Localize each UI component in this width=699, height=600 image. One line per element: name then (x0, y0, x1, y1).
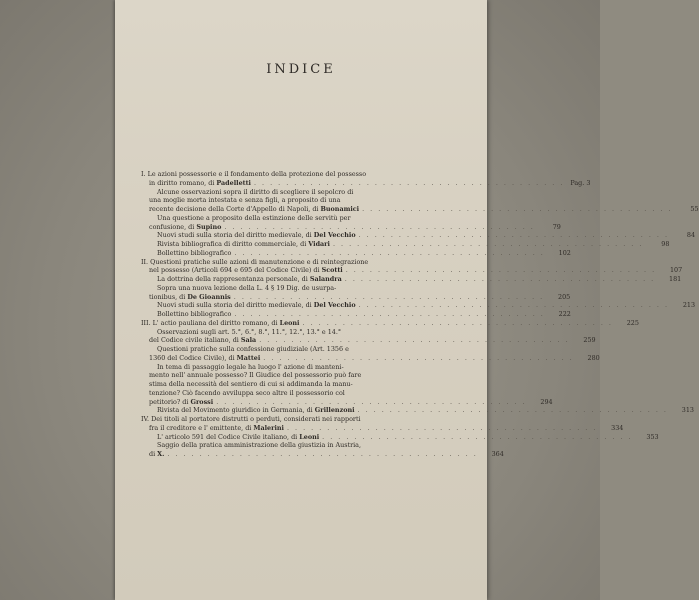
dot-leader: . . . . . . . . . . . . . . . . . . . . . . . . . . . . . . . . . . . . . . . (357, 406, 668, 415)
toc-entry-title: confusione, di (149, 222, 197, 231)
toc-entry-title: Questioni pratiche sulla confessione giudiziale (Art. 1356 e (157, 345, 349, 353)
toc-entry-title: Una questione a proposito della estinzione delle servitù per (157, 213, 351, 222)
toc-entry-author: Leoni (279, 318, 300, 327)
toc-entry (141, 415, 463, 424)
toc-entry-title: Dei titoli al portatore distrutti o perduti, considerati nei rapporti (151, 415, 361, 423)
toc-entry-text (149, 179, 251, 188)
page-number: 107 (669, 266, 683, 275)
table-of-contents (141, 170, 699, 459)
page-number: 294 (540, 397, 553, 406)
page-number: 213 (682, 301, 696, 310)
dot-leader: . . . . . . . . . . . . . . . . . . . . . . . . . . . . . . . . . . . . . . . (358, 301, 670, 310)
toc-entry-text (157, 433, 319, 442)
toc-entry-text (157, 363, 344, 372)
page-number: 353 (646, 432, 659, 441)
toc-entry-number: II. (141, 257, 151, 266)
page-number: 222 (558, 310, 571, 318)
dot-leader: . . . . . . . . . . . . . . . . . . . . . . . . . . . . . . . . . . . . . . . (259, 336, 570, 345)
toc-entry-author: Buonamici (320, 205, 360, 213)
toc-entry-title: recente decisione della Corte d'Appello di Napoli, di (149, 205, 321, 213)
book-page (115, 0, 699, 600)
toc-entry-text (157, 249, 231, 258)
toc-entry-author: Malerini (253, 423, 284, 432)
toc-entry (141, 380, 463, 389)
page-number: 84 (686, 231, 696, 240)
toc-entry-title: La dottrina della rappresentanza personale, di (157, 275, 310, 283)
toc-entry (141, 258, 463, 267)
toc-entry-author: X. (157, 450, 165, 458)
toc-entry-author: Del Vecchio (313, 231, 356, 240)
toc-entry (141, 222, 561, 232)
toc-entry-title: Sopra una nuova lezione della L. 4 § 19 Dig. de usurpa- (157, 283, 337, 292)
toc-entry (141, 345, 463, 354)
toc-entry (141, 310, 571, 319)
toc-entry-title: di (149, 450, 158, 458)
toc-entry (141, 205, 699, 214)
toc-entry-author: Leoni (299, 432, 320, 441)
toc-entry-text (157, 301, 356, 310)
dot-leader: . . . . . . . . . . . . . . . . . . . . . . . . . . . . . . . . . . . . . . . (253, 178, 565, 187)
page-number: 334 (611, 423, 624, 432)
toc-entry-number: I. (141, 170, 148, 178)
toc-entry-author: Sala (240, 336, 257, 345)
toc-entry-text (141, 258, 368, 267)
dot-leader: . . . . . . . . . . . . . . . . . . . . . . . . . . . . . . . . . . . . . . . (358, 231, 670, 240)
toc-entry-title: Nuovi studi sulla storia del diritto medievale, di (157, 301, 314, 310)
dot-leader: . . . . . . . . . . . . . . . . . . . . . . . . . . . . . . . . . . . . . . . (234, 248, 545, 257)
toc-entry (141, 188, 463, 197)
toc-entry (141, 450, 504, 459)
toc-entry-number: III. (141, 318, 153, 327)
toc-entry-title: In tema di passaggio legale ha luogo l' azione di manteni- (157, 362, 344, 371)
page-number: 364 (491, 450, 504, 458)
toc-entry-title: Bollettino bibliografico (157, 310, 232, 318)
toc-entry-text (149, 389, 345, 398)
page-number: 225 (626, 318, 639, 327)
toc-entry-text (157, 231, 356, 240)
page-number: 181 (669, 275, 682, 283)
toc-entry-author: Scotti (321, 266, 343, 275)
toc-entry-text (157, 441, 361, 450)
toc-entry-title: L' articolo 591 del Codice Civile italiano, di (157, 432, 300, 441)
toc-entry-author: De Gioannis (187, 292, 231, 301)
toc-entry-text (149, 380, 353, 389)
toc-entry-author: Vidari (308, 240, 330, 248)
toc-entry-text (149, 354, 260, 363)
toc-entry-title: Bollettino bibliografico (157, 248, 232, 257)
page-number: 280 (587, 353, 600, 362)
toc-entry (141, 284, 463, 293)
page-number: 79 (552, 222, 561, 231)
toc-entry-author: Del Vecchio (313, 301, 356, 310)
toc-entry (141, 170, 463, 179)
toc-entry-text (149, 398, 213, 407)
toc-entry (141, 214, 463, 223)
toc-entry-author: Supino (196, 222, 222, 231)
page-number: 102 (558, 248, 571, 257)
toc-entry-title: Rivista del Movimento giuridico in Germania, di (157, 406, 315, 415)
dot-leader: . . . . . . . . . . . . . . . . . . . . . . . . . . . . . . . . . . . . . . . (362, 205, 673, 213)
toc-entry (141, 231, 696, 240)
toc-entry-title: fra il creditore e l' emittente, di (149, 423, 254, 432)
toc-entry-text (149, 336, 256, 345)
toc-entry-title: Nuovi studi sulla storia del diritto medievale, di (157, 231, 314, 240)
toc-entry-title: tenzione? Ciò facendo avviluppa seco altre il possessorio col (149, 388, 345, 397)
toc-entry-title: del Codice civile italiano, di (149, 336, 241, 345)
toc-entry-title: tionibus, di (149, 292, 188, 301)
dot-leader: . . . . . . . . . . . . . . . . . . . . . . . . . . . . . . . . . . . . . . . (332, 240, 644, 248)
toc-entry-author: Salandra (309, 275, 342, 283)
toc-entry-title: Saggio della pratica amministrazione della giustizia in Austria, (157, 441, 362, 450)
page-number: 259 (583, 336, 596, 345)
toc-entry-text (157, 214, 351, 223)
dot-leader: . . . . . . . . . . . . . . . . . . . . . . . . . . . . . . . . . . . . . . . (167, 450, 478, 458)
toc-entry-title: Questioni pratiche sulle azioni di manutenzione e di reintegrazione (150, 257, 369, 266)
toc-entry-text (149, 450, 164, 459)
toc-entry (141, 178, 591, 188)
toc-entry (141, 318, 639, 328)
toc-entry-title: L' actio pauliana del diritto romano, di (152, 318, 280, 327)
dot-leader: . . . . . . . . . . . . . . . . . . . . . . . . . . . . . . . . . . . . . . . (286, 423, 598, 432)
page-number: Pag. 3 (570, 178, 591, 187)
toc-entry-text (149, 266, 343, 275)
page-number: 205 (558, 292, 571, 301)
toc-entry-author: Grillenzoni (314, 406, 355, 415)
toc-entry-text (157, 284, 336, 293)
toc-entry (141, 432, 659, 442)
page-number: 313 (681, 406, 694, 415)
toc-entry-text (149, 205, 359, 214)
toc-entry-author: Grossi (190, 397, 214, 406)
toc-entry-title: Le azioni possessorie e il fondamento della protezione del possesso (147, 170, 367, 178)
toc-entry (141, 441, 463, 450)
toc-entry-text (149, 371, 361, 380)
dot-leader: . . . . . . . . . . . . . . . . . . . . . . . . . . . . . . . . . . . . . . . (344, 275, 656, 283)
dot-leader: . . . . . . . . . . . . . . . . . . . . . . . . . . . . . . . . . . . . . . . (345, 266, 657, 275)
toc-entry (141, 196, 463, 205)
toc-entry-text (157, 188, 353, 197)
toc-entry-text (149, 293, 231, 302)
toc-entry (141, 336, 596, 345)
toc-entry-text (157, 406, 355, 415)
toc-entry-text (141, 170, 366, 179)
toc-entry (141, 240, 670, 249)
toc-entry-title: mento nell' annuale possesso? Il Giudice del possessorio può fare (149, 371, 362, 380)
dot-leader: . . . . . . . . . . . . . . . . . . . . . . . . . . . . . . . . . . . . . . . (224, 222, 535, 231)
toc-entry-text (157, 275, 342, 284)
toc-entry-title: Osservazioni sugli art. 5.°, 6.°, 8.°, 11.°, 12.°, 13.° e 14.° (157, 327, 342, 336)
toc-entry-title: in diritto romano, di (149, 178, 217, 187)
toc-entry-text (149, 223, 221, 232)
dot-leader: . . . . . . . . . . . . . . . . . . . . . . . . . . . . . . . . . . . . . . . (216, 397, 527, 406)
toc-entry-text (141, 415, 361, 424)
toc-entry (141, 371, 463, 380)
toc-entry (141, 292, 571, 302)
page-title: INDICE (266, 62, 336, 77)
toc-entry (141, 423, 624, 433)
dot-leader: . . . . . . . . . . . . . . . . . . . . . . . . . . . . . . . . . . . . . . . (302, 318, 613, 327)
page-number: 55 (690, 205, 699, 213)
toc-entry-text (149, 196, 340, 205)
toc-entry-title: nel possesso (Articoli 694 e 695 del Codice Civile) di (149, 266, 322, 275)
toc-entry-text (157, 328, 341, 337)
dot-leader: . . . . . . . . . . . . . . . . . . . . . . . . . . . . . . . . . . . . . . . (234, 310, 545, 318)
toc-entry (141, 363, 463, 372)
page-number: 98 (661, 240, 670, 248)
toc-entry (141, 389, 463, 398)
toc-entry-author: Mattei (236, 353, 261, 362)
toc-entry-text (157, 345, 349, 354)
toc-entry-title: una moglie morta intestata e senza figli, a proposito di una (149, 196, 341, 205)
toc-entry (141, 397, 553, 407)
dot-leader: . . . . . . . . . . . . . . . . . . . . . . . . . . . . . . . . . . . . . . . (263, 353, 574, 362)
toc-entry-title: 1360 del Codice Civile), di (149, 353, 237, 362)
toc-entry-number: IV. (141, 415, 152, 423)
toc-entry-text (157, 240, 330, 249)
toc-entry-title: Rivista bibliografica di diritto commerciale, di (157, 240, 309, 248)
toc-entry-title: stima della necessità del sentiero di cui si addimanda la manu- (149, 380, 353, 388)
toc-entry (141, 266, 683, 275)
toc-entry (141, 301, 696, 310)
toc-entry-author: Padelletti (216, 178, 251, 187)
toc-entry-title: petitorio? di (149, 397, 191, 406)
toc-entry (141, 406, 694, 415)
dot-leader: . . . . . . . . . . . . . . . . . . . . . . . . . . . . . . . . . . . . . . . (233, 292, 545, 301)
dot-leader: . . . . . . . . . . . . . . . . . . . . . . . . . . . . . . . . . . . . . . . (322, 432, 633, 441)
toc-entry-text (141, 319, 300, 328)
toc-entry-title: Alcune osservazioni sopra il diritto di scegliere il sepolcro di (157, 187, 354, 196)
toc-entry-text (157, 310, 231, 319)
toc-entry (141, 353, 600, 363)
toc-entry (141, 248, 571, 258)
toc-entry (141, 275, 682, 284)
toc-entry (141, 328, 463, 337)
toc-entry-text (149, 424, 284, 433)
